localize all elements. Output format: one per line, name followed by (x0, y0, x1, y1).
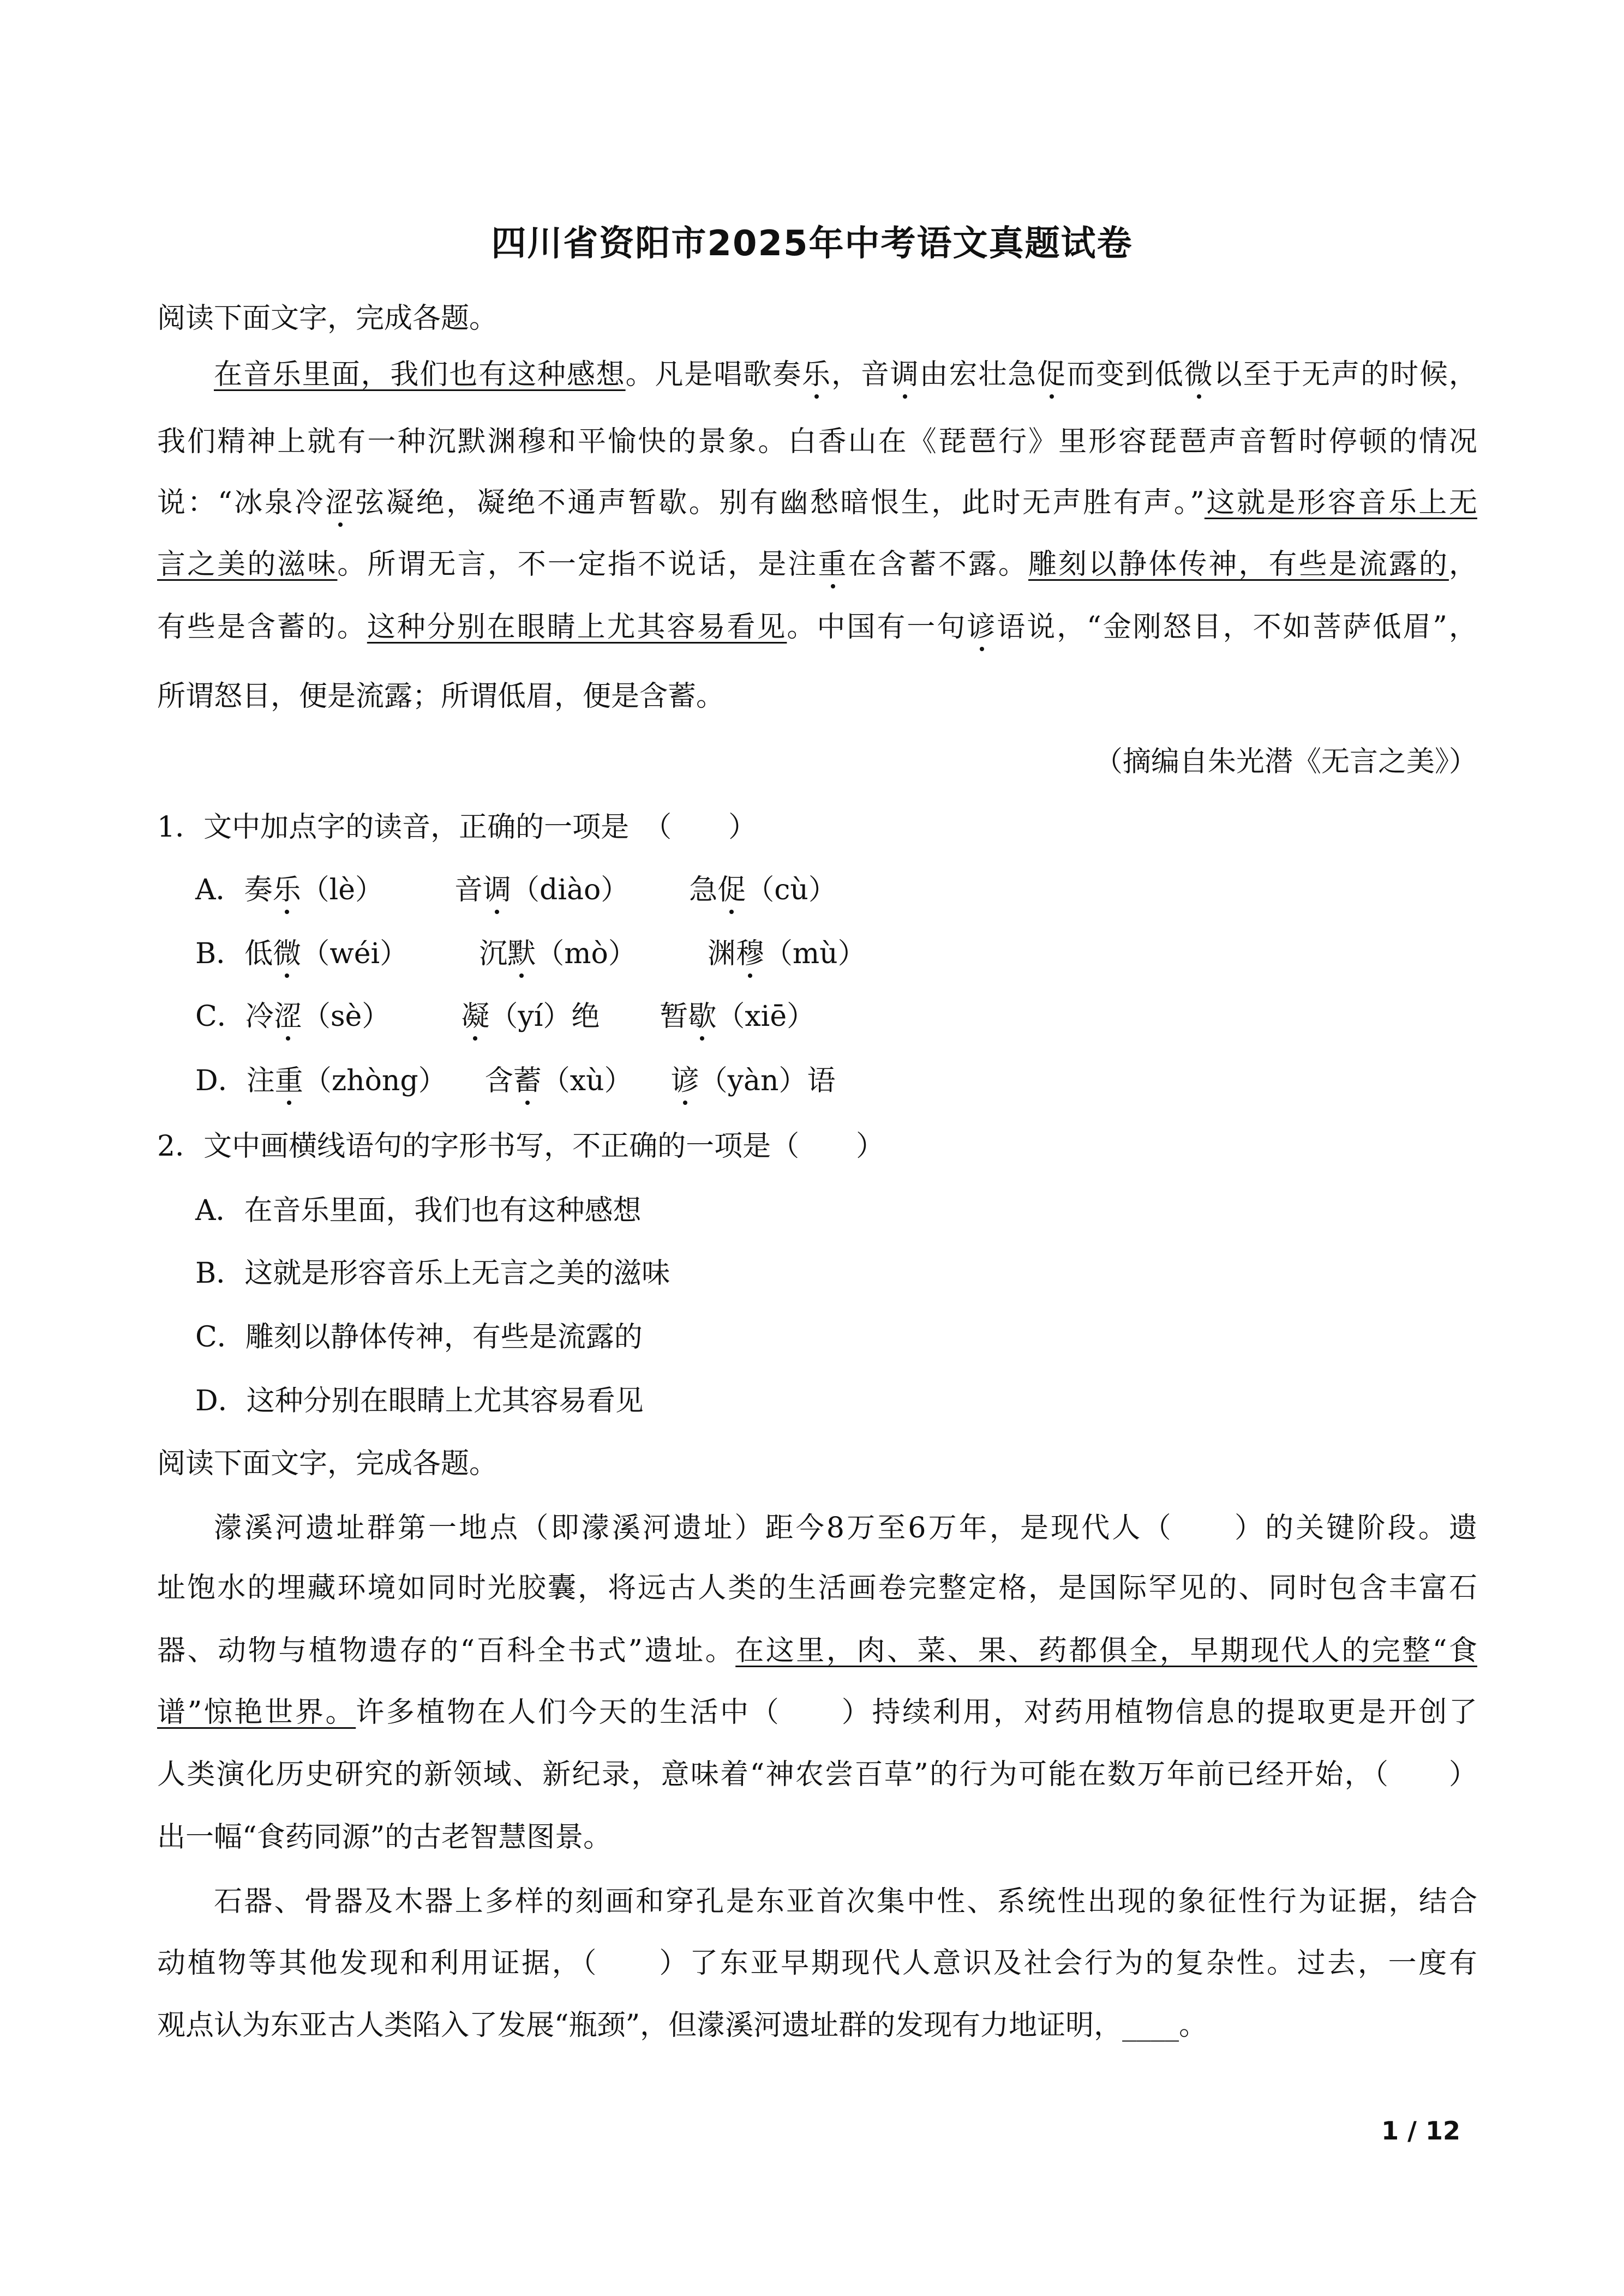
question-1-option-c: C．冷涩（sè） 凝（yí）绝 暂歇（xiē） (195, 1000, 816, 1033)
question-2-option-c: C．雕刻以静体传神，有些是流露的 (195, 1321, 643, 1354)
dotted-char: 凝 (461, 1000, 490, 1033)
passage1-line-5: 有些是含蓄的。这种分别在眼睛上尤其容易看见。中国有一句谚语说，“金刚怒目，不如菩萨低眉”， (157, 611, 1477, 644)
dotted-char: 乐 (272, 874, 301, 906)
passage2-line-6: 出一幅“食药同源”的古老智慧图景。 (157, 1821, 612, 1854)
underlined-sentence-e-cont: 谱”惊艳世界。 (157, 1696, 356, 1729)
page-title: 四川省资阳市2025年中考语文真题试卷 (491, 224, 1133, 264)
dotted-char: 乐 (802, 358, 831, 391)
dotted-char: 歇 (688, 1000, 717, 1033)
dotted-char: 促 (717, 874, 746, 906)
passage2-line-1: 濛溪河遗址群第一地点（即濛溪河遗址）距今8万至6万年，是现代人（ ）的关键阶段。遗 (214, 1512, 1477, 1544)
question-2-option-d: D．这种分别在眼睛上尤其容易看见 (195, 1385, 644, 1417)
dotted-char: 涩 (273, 1000, 302, 1033)
question-2-stem: 2．文中画横线语句的字形书写，不正确的一项是（ ） (157, 1130, 885, 1163)
answer-blank: ____ (1122, 2009, 1179, 2042)
underlined-sentence-e: 在这里，肉、菜、果、药都俱全，早期现代人的完整“食 (735, 1634, 1477, 1667)
dotted-char: 调 (483, 874, 512, 906)
dotted-char: 谚 (967, 611, 997, 644)
passage2-line-7: 石器、骨器及木器上多样的刻画和穿孔是东亚首次集中性、系统性出现的象征性行为证据，结合 (214, 1885, 1477, 1918)
question-1-stem: 1．文中加点字的读音，正确的一项是 （ ） (157, 811, 757, 844)
passage2-line-2: 址饱水的埋藏环境如同时光胶囊，将远古人类的生活画卷完整定格，是国际罕见的、同时包含丰富石 (157, 1572, 1477, 1604)
section1-intro: 阅读下面文字，完成各题。 (157, 302, 498, 335)
question-2-option-a: A．在音乐里面，我们也有这种感想 (195, 1194, 642, 1227)
passage1-line-4: 言之美的滋味。所谓无言，不一定指不说话，是注重在含蓄不露。雕刻以静体传神，有些是流露的， (157, 548, 1477, 581)
passage2-line-4: 谱”惊艳世界。许多植物在人们今天的生活中（ ）持续利用，对药用植物信息的提取更是开创了 (157, 1696, 1477, 1729)
question-1-option-a: A．奏乐（lè） 音调（diào） 急促（cù） (195, 874, 837, 906)
dotted-char: 谚 (670, 1065, 699, 1097)
passage1-source: （摘编自朱光潜《无言之美》） (1094, 746, 1477, 778)
dotted-char: 涩 (325, 486, 356, 519)
passage1-line-3: 说：“冰泉冷涩弦凝绝，凝绝不通声暂歇。别有幽愁暗恨生，此时无声胜有声。”这就是形容音乐上无 (157, 486, 1477, 519)
passage2-line-3: 器、动物与植物遗存的“百科全书式”遗址。在这里，肉、菜、果、药都俱全，早期现代人的完整“食 (157, 1634, 1477, 1667)
passage2-line-5: 人类演化历史研究的新领域、新纪录，意味着“神农尝百草”的行为可能在数万年前已经开始，（ ） (157, 1758, 1477, 1791)
underlined-sentence-b: 这就是形容音乐上无 (1204, 486, 1477, 519)
dotted-char: 促 (1037, 358, 1067, 391)
underlined-sentence-b-cont: 言之美的滋味 (157, 548, 338, 581)
section2-intro: 阅读下面文字，完成各题。 (157, 1447, 498, 1480)
dotted-char: 穆 (735, 937, 764, 970)
dotted-char: 重 (274, 1065, 303, 1097)
underlined-sentence-d: 这种分别在眼睛上尤其容易看见 (367, 611, 787, 644)
passage1-line-6: 所谓怒目，便是流露；所谓低眉，便是含蓄。 (157, 680, 725, 713)
dotted-char: 微 (1184, 358, 1214, 391)
passage1-line-2: 我们精神上就有一种沉默渊穆和平愉快的景象。白香山在《琵琶行》里形容琵琶声音暂时停顿的情况 (157, 425, 1477, 458)
underlined-sentence-c: 雕刻以静体传神，有些是流露的 (1028, 548, 1449, 581)
dotted-char: 调 (890, 358, 920, 391)
dotted-char: 默 (507, 937, 536, 970)
question-1-option-b: B．低微（wéi） 沉默（mò） 渊穆（mù） (195, 937, 866, 970)
question-2-option-b: B．这就是形容音乐上无言之美的滋味 (195, 1257, 670, 1290)
passage2-line-9: 观点认为东亚古人类陷入了发展“瓶颈”，但濛溪河遗址群的发现有力地证明，____。 (157, 2009, 1208, 2042)
dotted-char: 微 (273, 937, 302, 970)
passage1-line-1: 在音乐里面，我们也有这种感想。凡是唱歌奏乐，音调由宏壮急促而变到低微以至于无声的时候， (214, 358, 1477, 391)
passage2-line-8: 动植物等其他发现和利用证据，（ ）了东亚早期现代人意识及社会行为的复杂性。过去，一度有 (157, 1947, 1477, 1980)
page-number: 1 / 12 (1381, 2116, 1460, 2145)
dotted-char: 蓄 (513, 1065, 542, 1097)
underlined-sentence-a: 在音乐里面，我们也有这种感想 (214, 358, 626, 391)
dotted-char: 重 (818, 548, 848, 581)
question-1-option-d: D．注重（zhòng） 含蓄（xù） 谚（yàn）语 (195, 1065, 836, 1097)
